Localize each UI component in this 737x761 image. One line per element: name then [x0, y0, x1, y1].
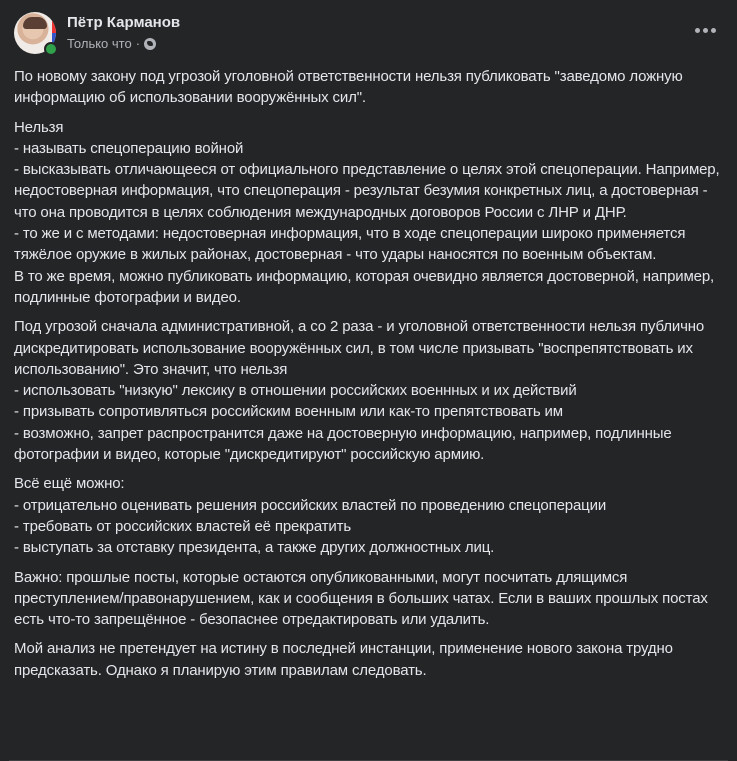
- text-line: - использовать "низкую" лексику в отношении российских военнных и их действий: [14, 382, 577, 400]
- text-line: - возможно, запрет распространится даже на достоверную информацию, например, подлинные фотографии и видео, которые "дискредитируют" российскую армию.: [14, 424, 672, 464]
- text-line: Важно: прошлые посты, которые остаются опубликованными, могут посчитать длящимся преступлением/правонарушением, как и сообщения в больших чатах. Если в ваших прошлых постах есть что-то запрещённое - безопаснее отредактировать или удалить.: [14, 568, 708, 629]
- post-meta: [67, 36, 156, 51]
- text-line: Мой анализ не претендует на истину в последней инстанции, применение нового закона трудно предсказать. Однако я планирую этим правилам следовать.: [14, 640, 673, 679]
- text-line: - выступать за отставку президента, а также других должностных лиц.: [14, 539, 495, 557]
- post-body: [14, 66, 723, 689]
- paragraph: [14, 316, 723, 465]
- text-line: - высказывать отличающееся от официального представление о целях этой спецоперации. Например, недостоверная информация, что спецоперация - результат безумия конкретных лиц, а достоверная - что она проводится в целях соблюдения международных договоров России с ЛНР и ДНР.: [14, 161, 720, 221]
- text-line: В то же время, можно публиковать информацию, которая очевидно является достоверной, например, подлинные фотографии и видео.: [14, 267, 715, 306]
- text-line: - то же и с методами: недостоверная информация, что в ходе спецоперации широко применяется тяжёлое оружие в жилых районах, достоверная - что удары наносятся по военным объектам.: [14, 225, 686, 264]
- post-timestamp[interactable]: Только что: [67, 36, 132, 51]
- text-line: - призывать сопротивляться российским военным или как-то препятствовать им: [14, 403, 563, 421]
- text-line: - называть спецоперацию войной: [14, 139, 244, 157]
- paragraph: [14, 66, 723, 109]
- online-status-icon: [44, 42, 58, 56]
- text-line: - отрицательно оценивать решения российских властей по проведению спецоперации: [14, 496, 607, 514]
- more-options-button[interactable]: [687, 18, 723, 42]
- paragraph: [14, 638, 723, 681]
- author-name[interactable]: Пётр Карманов: [67, 14, 181, 31]
- text-line: - требовать от российских властей её прекратить: [14, 517, 352, 535]
- globe-icon[interactable]: [144, 38, 156, 50]
- paragraph: [14, 473, 723, 558]
- paragraph: [14, 567, 723, 631]
- text-line: По новому закону под угрозой уголовной ответственности нельзя публиковать "заведомо ложную информацию об использовании вооружённых сил".: [14, 68, 683, 107]
- paragraph: [14, 117, 723, 309]
- more-horizontal-icon: [695, 28, 700, 33]
- text-line: Под угрозой сначала административной, а со 2 раза - и уголовной ответственности нельзя публично дискредитировать использование вооружённых сил, в том числе призывать "воспрепятствовать их использованию". Это значит, что нельзя: [14, 318, 705, 378]
- meta-separator: ·: [135, 36, 141, 51]
- avatar-hair: [23, 17, 47, 29]
- text-line: Всё ещё можно:: [14, 475, 125, 493]
- text-line: Нельзя: [14, 118, 64, 136]
- more-dot: [711, 28, 716, 33]
- more-dot: [703, 28, 708, 33]
- post-header: [14, 12, 723, 56]
